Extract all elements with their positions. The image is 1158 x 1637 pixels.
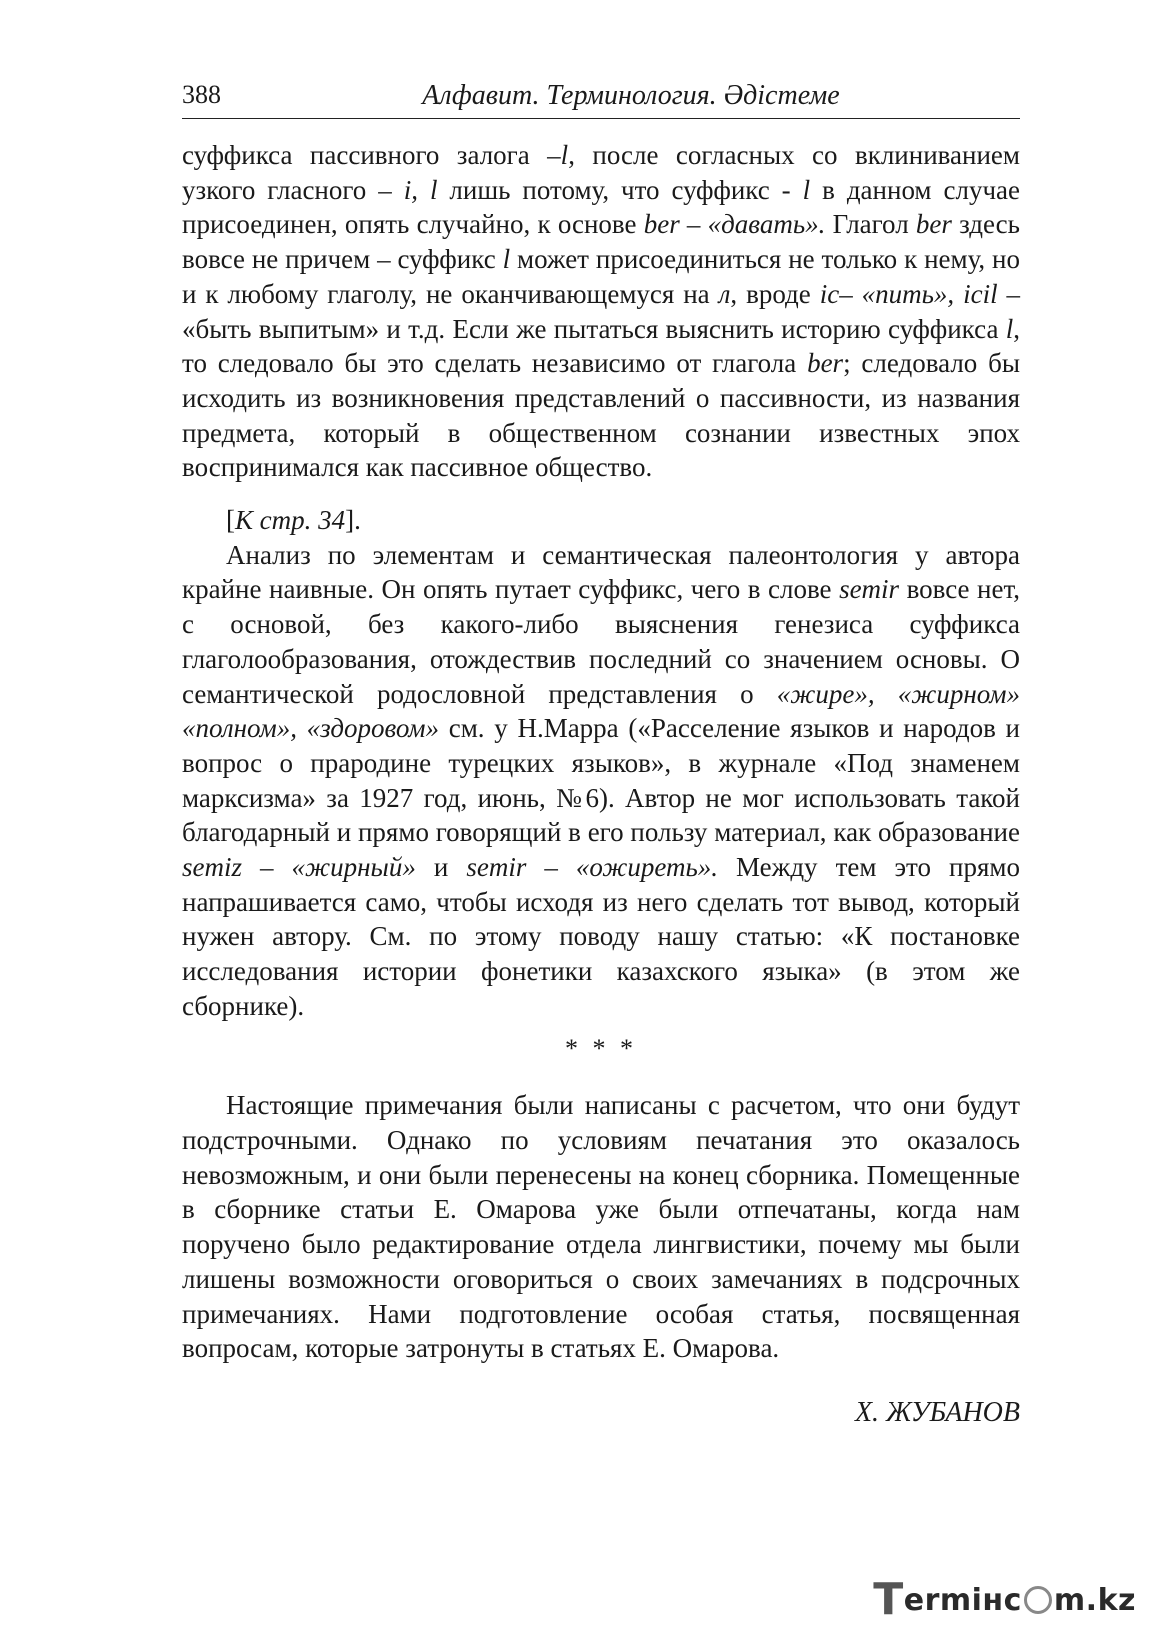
running-header <box>182 78 1020 119</box>
text-run: здесь вовсе не причем – суффикс <box>182 209 1020 275</box>
text-run: – «быть выпитым» и т.д. Если же пытаться выяснить историю суффикса <box>182 278 1021 344</box>
page-reference <box>182 503 1020 538</box>
italic-term: л <box>718 278 731 309</box>
paragraph-2 <box>182 538 1020 1024</box>
italic-term: ber <box>807 348 844 379</box>
italic-term: l <box>802 174 811 205</box>
text-run: в данном случае присоединен, опять случайно, к основе <box>182 174 1020 240</box>
italic-term: semiz – «жирный» <box>182 852 416 883</box>
text-run: , вроде <box>730 278 820 309</box>
text-run: Между тем это прямо напрашивается само, чтобы исходя из него сделать тот вывод, который нужен автору. См. по этому поводу нашу статью: «К постановке исследования истории фонетики казахского языка» (в этом же сборнике). <box>182 852 1020 1021</box>
text-run: [ <box>226 505 235 536</box>
text-run: вовсе нет, с основой, без какого-либо выяснения генезиса суффикса глаголообразования, отождествив последний со значением основы. О семантической родословной представления о <box>182 574 1021 709</box>
italic-term: semir – «ожиреть». <box>466 852 718 883</box>
italic-term: ber <box>915 209 952 240</box>
running-title: Алфавит. Терминология. Әдістеме <box>422 80 840 111</box>
text-run: может присоединиться не только к нему, но и к любому глаголу, не оканчивающемуся на <box>182 244 1020 309</box>
italic-term: l <box>1005 313 1014 344</box>
italic-term: ber – «давать». <box>643 209 826 240</box>
text-run: лишь потому, что суффикс - <box>437 174 803 205</box>
watermark-t: T <box>873 1574 904 1625</box>
text-run: суффикса пассивного залога – <box>182 140 561 170</box>
text-run: ]. <box>345 505 361 536</box>
watermark-part2: m.kz <box>1053 1583 1136 1618</box>
page-number: 388 <box>182 80 221 109</box>
italic-term: l <box>560 140 569 170</box>
text-run: Настоящие примечания были написаны с расчетом, что они будут подстрочными. Однако по условиям печатания это оказалось невозможным, и они были перенесены на конец сборника. Помещенные в сборнике статьи Е. Омарова уже были отпечатаны, когда нам поручено было редактирование отдела лингвистики, почему мы были лишены возможности оговориться о своих замечаниях в подсрочных примечаниях. Нами подготовление особая статья, посвященная вопросам, которые затронуты в статьях Е. Омарова. <box>182 1090 1020 1364</box>
watermark-logo <box>873 1574 1136 1625</box>
text-run: см. у Н.Марра («Расселение языков и народов и вопрос о прародине турецких языков», в журнале «Под знаменем марксизма» за 1927 год, июнь, №6). Автор не мог использовать такой благодарный и прямо говорящий в его пользу материал, как образование <box>182 713 1020 848</box>
section-separator: * * * <box>565 1033 637 1063</box>
text-run: , то следовало бы это сделать независимо от глагола <box>182 313 1020 379</box>
italic-term: semir <box>839 574 900 605</box>
text-run: Глагол <box>825 209 916 240</box>
italic-term: «жире», «жирном» «полном», «здоровом» <box>182 678 1020 744</box>
paragraph-3 <box>182 1088 1020 1366</box>
paragraph-1 <box>182 138 1020 485</box>
italic-term: i, l <box>403 174 438 205</box>
italic-term: К стр. 34 <box>235 505 346 536</box>
page-body <box>182 138 1020 1431</box>
text-run: Анализ по элементам и семантическая палеонтология у автора крайне наивные. Он опять путает суффикс, чего в слове <box>182 539 1020 605</box>
watermark-part1: ermінc <box>903 1583 1022 1618</box>
author-signature: Х. ЖУБАНОВ <box>854 1396 1020 1428</box>
italic-term: ic– «пить», icil <box>819 278 998 309</box>
text-run: и <box>415 852 467 883</box>
text-run: , после согласных со вклиниванием узкого гласного – <box>182 140 1020 205</box>
watermark-circle-icon <box>1024 1586 1052 1614</box>
italic-term: l <box>502 244 511 275</box>
text-run: ; следовало бы исходить из возникновения представлений о пассивности, из названия предмета, который в общественном сознании известных эпох воспринимался как пассивное общество. <box>182 348 1020 483</box>
